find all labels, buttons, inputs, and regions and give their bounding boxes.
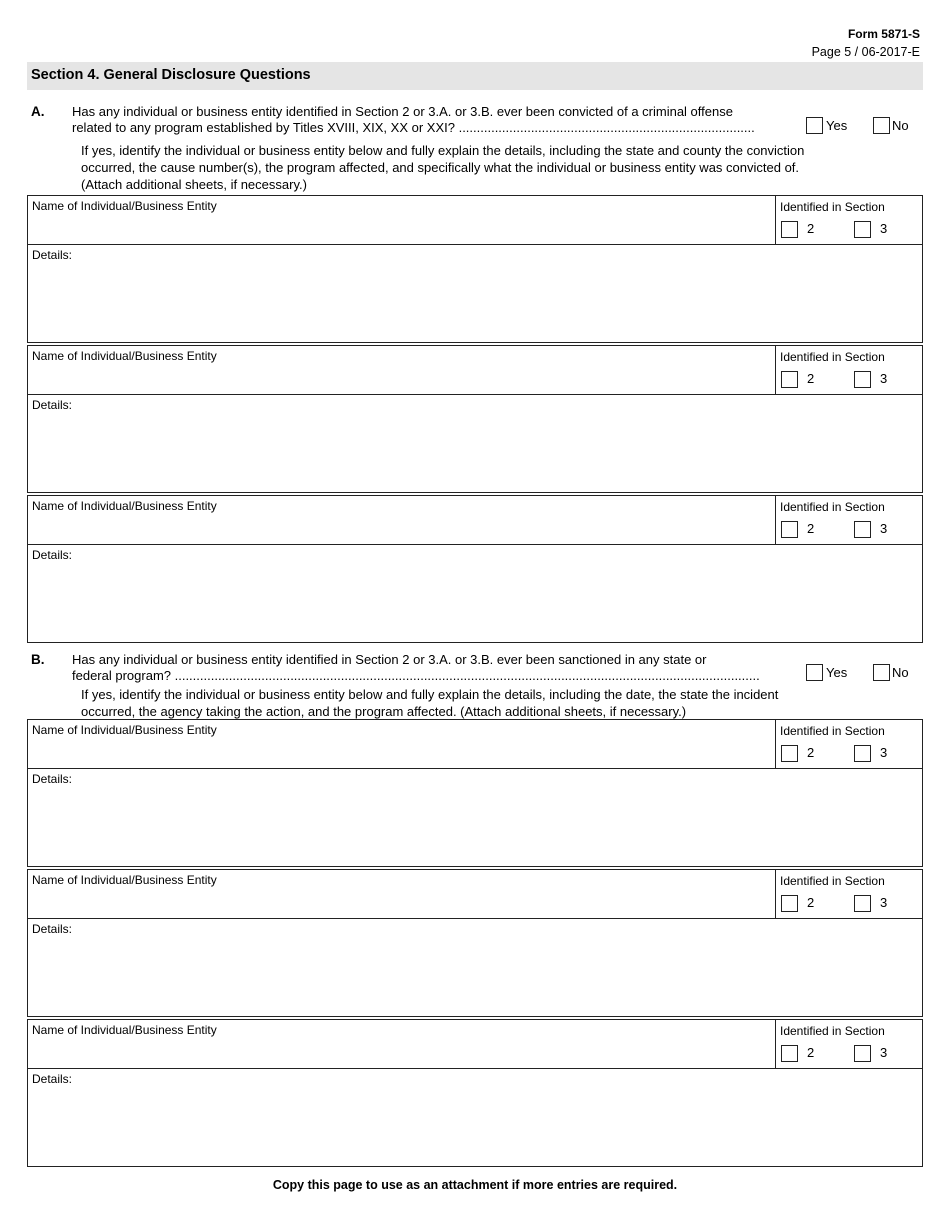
details-label: Details: bbox=[32, 248, 73, 262]
identified-section-cell bbox=[775, 196, 922, 244]
section-2-checkbox[interactable] bbox=[781, 221, 798, 238]
details-label: Details: bbox=[32, 548, 73, 562]
section-title: Section 4. General Disclosure Questions bbox=[31, 67, 311, 83]
entry-block bbox=[27, 719, 923, 867]
section-2-checkbox[interactable] bbox=[781, 521, 798, 538]
question-b-no-label: No bbox=[892, 665, 909, 680]
name-label: Name of Individual/Business Entity bbox=[32, 349, 217, 363]
identified-section-cell bbox=[775, 1020, 922, 1068]
entry-block bbox=[27, 195, 923, 343]
question-a-no-option[interactable] bbox=[873, 117, 909, 134]
name-row bbox=[28, 196, 922, 245]
details-label: Details: bbox=[32, 922, 73, 936]
section-2-checkbox[interactable] bbox=[781, 1045, 798, 1062]
section-2-label: 2 bbox=[807, 371, 815, 386]
section-2-label: 2 bbox=[807, 221, 815, 236]
question-a-yes-option[interactable] bbox=[806, 117, 847, 134]
name-row bbox=[28, 720, 922, 769]
question-a-line1: Has any individual or business entity identified in Section 2 or 3.A. or 3.B. ever been convicted of a criminal offense bbox=[72, 104, 733, 119]
entry-block bbox=[27, 345, 923, 493]
section-3-checkbox[interactable] bbox=[854, 895, 871, 912]
section-3-checkbox[interactable] bbox=[854, 371, 871, 388]
identified-section-cell bbox=[775, 346, 922, 394]
identified-section-cell bbox=[775, 720, 922, 768]
form-number: Form 5871-S bbox=[847, 27, 920, 41]
identified-section-cell bbox=[775, 870, 922, 918]
section-3-label: 3 bbox=[880, 221, 888, 236]
section-3-label: 3 bbox=[880, 371, 888, 386]
details-label: Details: bbox=[32, 1072, 73, 1086]
name-label: Name of Individual/Business Entity bbox=[32, 199, 217, 213]
section-header-bar bbox=[27, 62, 923, 90]
section-3-checkbox[interactable] bbox=[854, 221, 871, 238]
details-label: Details: bbox=[32, 398, 73, 412]
question-b-no-option[interactable] bbox=[873, 664, 909, 681]
section-3-label: 3 bbox=[880, 521, 888, 536]
name-row bbox=[28, 346, 922, 395]
question-a-letter: A. bbox=[31, 104, 45, 119]
identified-section-label: Identified in Section bbox=[780, 874, 885, 888]
entry-block bbox=[27, 495, 923, 643]
question-a-yes-label: Yes bbox=[826, 118, 848, 133]
identified-section-label: Identified in Section bbox=[780, 350, 885, 364]
name-label: Name of Individual/Business Entity bbox=[32, 499, 217, 513]
name-row bbox=[28, 496, 922, 545]
section-3-label: 3 bbox=[880, 745, 888, 760]
section-2-label: 2 bbox=[807, 1045, 815, 1060]
question-a-yes-checkbox[interactable] bbox=[806, 117, 823, 134]
identified-section-label: Identified in Section bbox=[780, 200, 885, 214]
identified-section-label: Identified in Section bbox=[780, 1024, 885, 1038]
section-3-checkbox[interactable] bbox=[854, 1045, 871, 1062]
question-b-line2: federal program? .................................................................................................................................................................. bbox=[72, 668, 760, 683]
section-2-checkbox[interactable] bbox=[781, 371, 798, 388]
question-a-no-checkbox[interactable] bbox=[873, 117, 890, 134]
section-2-label: 2 bbox=[807, 521, 815, 536]
details-label: Details: bbox=[32, 772, 73, 786]
question-a-no-label: No bbox=[892, 118, 909, 133]
question-b-yes-checkbox[interactable] bbox=[806, 664, 823, 681]
name-row bbox=[28, 1020, 922, 1069]
question-b-letter: B. bbox=[31, 652, 45, 667]
question-b-instructions: If yes, identify the individual or business entity below and fully explain the details, including the date, the state the incident occurred, the agency taking the action, and the program affected. (Attach additional sheets, if necessary.) bbox=[81, 687, 779, 719]
section-3-label: 3 bbox=[880, 895, 888, 910]
question-b-line1: Has any individual or business entity identified in Section 2 or 3.A. or 3.B. ever been sanctioned in any state or bbox=[72, 652, 707, 667]
identified-section-cell bbox=[775, 496, 922, 544]
section-2-label: 2 bbox=[807, 895, 815, 910]
entry-block bbox=[27, 1019, 923, 1167]
identified-section-label: Identified in Section bbox=[780, 500, 885, 514]
section-3-checkbox[interactable] bbox=[854, 745, 871, 762]
entry-block bbox=[27, 869, 923, 1017]
page-info: Page 5 / 06-2017-E bbox=[811, 45, 920, 59]
section-2-label: 2 bbox=[807, 745, 815, 760]
section-2-checkbox[interactable] bbox=[781, 745, 798, 762]
section-3-label: 3 bbox=[880, 1045, 888, 1060]
name-row bbox=[28, 870, 922, 919]
name-label: Name of Individual/Business Entity bbox=[32, 1023, 217, 1037]
name-label: Name of Individual/Business Entity bbox=[32, 723, 217, 737]
footer-note: Copy this page to use as an attachment if more entries are required. bbox=[272, 1178, 678, 1192]
question-b-yes-label: Yes bbox=[826, 665, 848, 680]
section-3-checkbox[interactable] bbox=[854, 521, 871, 538]
section-2-checkbox[interactable] bbox=[781, 895, 798, 912]
question-a-line2: related to any program established by Titles XVIII, XIX, XX or XXI? .................................................................................. bbox=[72, 120, 755, 135]
question-b-yes-option[interactable] bbox=[806, 664, 847, 681]
identified-section-label: Identified in Section bbox=[780, 724, 885, 738]
question-b-no-checkbox[interactable] bbox=[873, 664, 890, 681]
name-label: Name of Individual/Business Entity bbox=[32, 873, 217, 887]
question-a-instructions: If yes, identify the individual or business entity below and fully explain the details, including the state and county the conviction occurred, the cause number(s), the program affected, and specifically what the individual or business entity was convicted of. (Attach additional sheets, if necessary.) bbox=[81, 143, 805, 192]
